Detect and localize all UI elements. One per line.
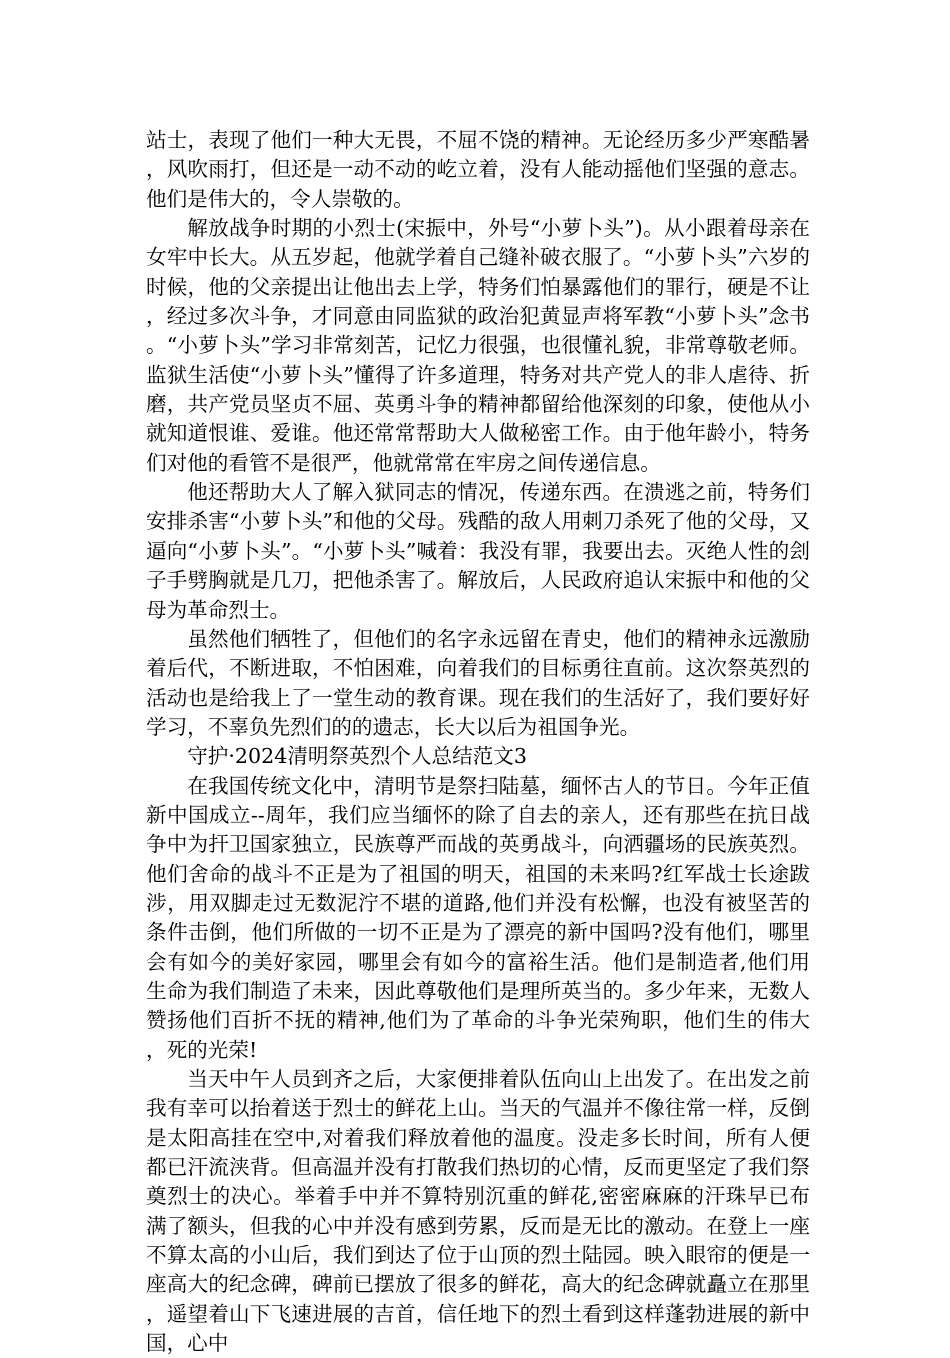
- document-page: [146, 126, 810, 1358]
- body-paragraph: 他还帮助大人了解入狱同志的情况，传递东西。在溃逃之前，特务们安排杀害“小萝卜头”和他的父母。残酷的敌人用刺刀杀死了他的父母，又逼向“小萝卜头”。“小萝卜头”喊着：我没有罪，我要出去。灭绝人性的刽子手劈胸就是几刀，把他杀害了。解放后，人民政府追认宋振中和他的父母为革命烈士。: [146, 480, 810, 622]
- section-heading: 守护·2024清明祭英烈个人总结范文3: [187, 744, 527, 769]
- body-paragraph: 当天中午人员到齐之后，大家便排着队伍向山上出发了。在出发之前我有幸可以抬着送于烈士的鲜花上山。当天的气温并不像往常一样，反倒是太阳高挂在空中,对着我们释放着他的温度。没走多长时间，所有人便都已汗流浃背。但高温并没有打散我们热切的心情，反而更坚定了我们祭奠烈士的决心。举着手中并不算特别沉重的鲜花,密密麻麻的汗珠早已布满了额头，但我的心中并没有感到劳累，反而是无比的激动。在登上一座不算太高的小山后，我们到达了位于山顶的烈土陆园。映入眼帘的便是一座高大的纪念碑，碑前已摆放了很多的鲜花，高大的纪念碑就矗立在那里，遥望着山下飞速进展的吉首，信任地下的烈土看到这样蓬勃进展的新中国，心中: [146, 1067, 810, 1356]
- body-paragraph: 虽然他们牺牲了，但他们的名字永远留在青史，他们的精神永远激励着后代，不断进取，不怕困难，向着我们的目标勇往直前。这次祭英烈的活动也是给我上了一堂生动的教育课。现在我们的生活好了，我们要好好学习，不辜负先烈们的的遗志，长大以后为祖国争光。: [146, 626, 810, 739]
- body-paragraph: 在我国传统文化中，清明节是祭扫陆墓，缅怀古人的节日。今年正值新中国成立--周年，我们应当缅怀的除了自去的亲人，还有那些在抗日战争中为扞卫国家独立，民族尊严而战的英勇战斗，向洒疆场的民族英烈。他们舍命的战斗不正是为了祖国的明天，祖国的未来吗?红军战士长途跋涉，用双脚走过无数泥泞不堪的道路,他们并没有松懈，也没有被坚苦的条件击倒，他们所做的一切不正是为了漂亮的新中国吗?没有他们，哪里会有如今的美好家园，哪里会有如今的富裕生活。他们是制造者,他们用生命为我们制造了未来，因此尊敬他们是理所英当的。多少年来，无数人赞扬他们百折不抚的精神,他们为了革命的斗争光荣殉职，他们生的伟大，死的光荣!: [146, 773, 810, 1062]
- body-paragraph: 解放战争时期的小烈士(宋振中，外号“小萝卜头”)。从小跟着母亲在女牢中长大。从五岁起，他就学着自己缝补破衣服了。“小萝卜头”六岁的时候，他的父亲提出让他出去上学，特务们怕暴露他们的罪行，硬是不让，经过多次斗争，才同意由同监狱的政治犯黄显声将军教“小萝卜头”念书。“小萝卜头”学习非常刻苦，记忆力很强，也很懂礼貌，非常尊敬老师。监狱生活使“小萝卜头”懂得了许多道理，特务对共产党人的非人虐待、折磨，共产党员坚贞不屈、英勇斗争的精神都留给他深刻的印象，使他从小就知道恨谁、爱谁。他还常常帮助大人做秘密工作。由于他年龄小，特务们对他的看管不是很严，他就常常在牢房之间传递信息。: [146, 216, 810, 475]
- body-paragraph: 站士，表现了他们一种大无畏，不屈不饶的精神。无论经历多少严寒酷暑，风吹雨打，但还是一动不动的屹立着，没有人能动摇他们坚强的意志。他们是伟大的，令人崇敬的。: [146, 128, 810, 211]
